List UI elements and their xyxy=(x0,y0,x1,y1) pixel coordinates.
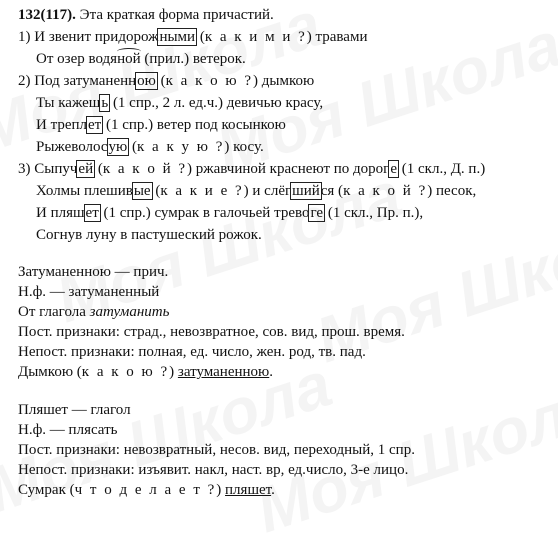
ending-box: ей xyxy=(78,161,94,177)
underlined-word: затуманенною xyxy=(177,364,270,380)
poem-line-5 xyxy=(36,115,286,135)
poem-line-2 xyxy=(36,49,246,69)
ending-box: ге xyxy=(310,205,324,221)
text: ) косу. xyxy=(224,139,264,155)
analysis-line xyxy=(18,262,168,282)
ending-box: ными xyxy=(159,29,196,45)
text: (1 спр.) ветер под косынкою xyxy=(102,117,286,133)
text: Холмы плешив xyxy=(36,183,133,199)
text: 1) И звенит придорож xyxy=(18,29,159,45)
analysis-line xyxy=(18,480,275,500)
text: ся ( xyxy=(320,183,344,199)
text: ) травами xyxy=(306,29,368,45)
text: (1 спр., 2 л. ед.ч.) девичью красу, xyxy=(109,95,324,111)
analysis-line xyxy=(18,362,273,382)
text: ( xyxy=(156,73,166,89)
text: Н.ф. — затуманенный xyxy=(18,284,160,300)
underlined-word: пляшет xyxy=(225,482,272,498)
ending-box: ую xyxy=(108,139,128,155)
text: От озер водя xyxy=(36,51,118,67)
question: к а к о й ? xyxy=(102,161,188,177)
exercise-number: 132(117). xyxy=(18,7,76,23)
text: (прил.) ветерок. xyxy=(140,51,246,67)
text: ) песок, xyxy=(427,183,477,199)
text: ) xyxy=(169,364,178,380)
analysis-line xyxy=(18,460,408,480)
poem-line-8 xyxy=(36,181,476,201)
text: Согнув луну в пастушеский рожок. xyxy=(36,227,262,243)
text: Пост. признаки: невозвратный, несов. вид, переходный, 1 спр. xyxy=(18,442,415,458)
poem-line-10 xyxy=(36,225,262,245)
text: (1 скл., Д. п.) xyxy=(398,161,486,177)
text: ) дымкою xyxy=(253,73,315,89)
analysis-line xyxy=(18,302,169,322)
analysis-line xyxy=(18,440,415,460)
text: И трепл xyxy=(36,117,87,133)
poem-line-1 xyxy=(18,27,367,47)
analysis-line xyxy=(18,400,131,420)
italic-verb: затуманить xyxy=(89,304,170,320)
exercise-header xyxy=(18,5,274,25)
ending-box: ший xyxy=(292,183,320,199)
ending-box: ет xyxy=(88,117,102,133)
question: к а к у ю ? xyxy=(137,139,225,155)
text: Непост. признаки: изъявит. накл, наст. вр, ед.число, 3-е лицо. xyxy=(18,462,409,478)
ending-box: е xyxy=(390,161,398,177)
text: Рыжеволос xyxy=(36,139,108,155)
text: Непост. признаки: полная, ед. число, жен. род, тв. пад. xyxy=(18,344,366,360)
question: к а к о ю ? xyxy=(165,73,253,89)
text: 2) Под затуманенн xyxy=(18,73,137,89)
text: Н.ф. — плясать xyxy=(18,422,118,438)
analysis-line xyxy=(18,322,405,342)
suffix-arc: ной xyxy=(117,51,141,67)
text: ) ржавчиной краснеют по дорог xyxy=(187,161,390,177)
question: к а к о ю ? xyxy=(81,364,170,380)
poem-line-3 xyxy=(18,71,314,91)
text: (1 скл., Пр. п.), xyxy=(324,205,424,221)
analysis-line xyxy=(18,342,366,362)
text: Сумрак ( xyxy=(18,482,75,498)
text: ( xyxy=(151,183,161,199)
text: ) xyxy=(216,482,226,498)
text: ( xyxy=(196,29,205,45)
text: Дымкою ( xyxy=(18,364,82,380)
analysis-line xyxy=(18,420,117,440)
question: ч т о д е л а е т ? xyxy=(74,482,217,498)
text: . xyxy=(269,364,273,380)
text: Ты кажеш xyxy=(36,95,101,111)
text: Пост. признаки: страд., невозвратное, сов. вид, прош. время. xyxy=(18,324,405,340)
analysis-line xyxy=(18,282,159,302)
text: ( xyxy=(94,161,103,177)
question: к а к о й ? xyxy=(343,183,428,199)
poem-line-9 xyxy=(36,203,423,223)
text: От глагола xyxy=(18,304,90,320)
text: И пляш xyxy=(36,205,85,221)
question: к а к и е ? xyxy=(160,183,244,199)
text: 3) Сыпуч xyxy=(18,161,78,177)
ending-box: ь xyxy=(101,95,109,111)
text: Пляшет — глагол xyxy=(18,402,131,418)
poem-line-6 xyxy=(36,137,264,157)
text: Затуманенною — прич. xyxy=(18,264,169,280)
text: . xyxy=(271,482,275,498)
text: ( xyxy=(128,139,138,155)
poem-line-7 xyxy=(18,159,485,179)
ending-box: ою xyxy=(137,73,156,89)
ending-box: ые xyxy=(133,183,151,199)
ending-box: ет xyxy=(85,205,99,221)
exercise-title: Эта краткая форма причастий. xyxy=(75,7,274,23)
text: ) и слёг xyxy=(243,183,292,199)
text: (1 спр.) сумрак в галочьей трево xyxy=(99,205,310,221)
question: к а к и м и ? xyxy=(204,29,307,45)
poem-line-4 xyxy=(36,93,323,113)
